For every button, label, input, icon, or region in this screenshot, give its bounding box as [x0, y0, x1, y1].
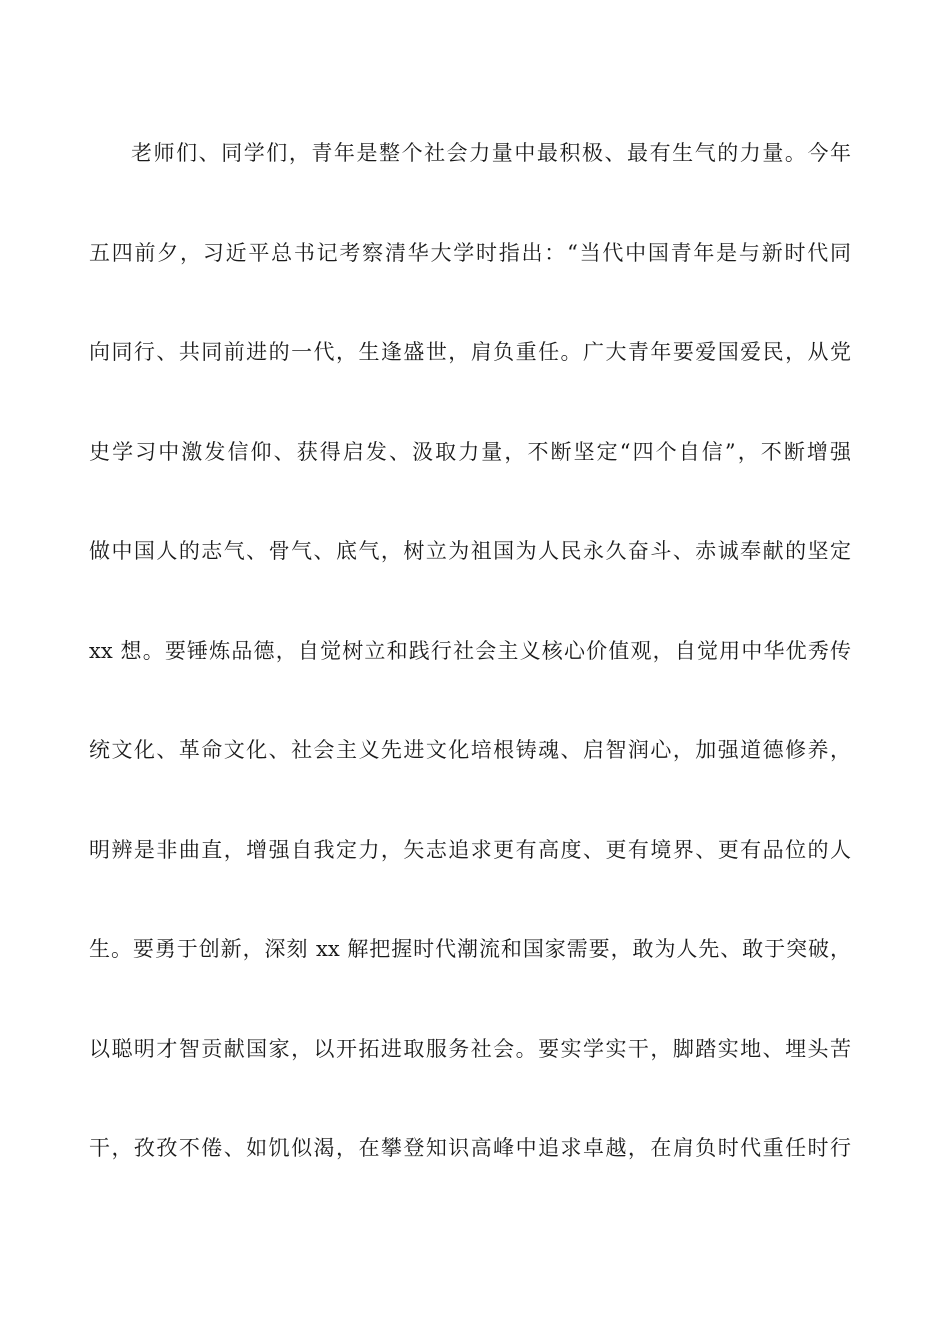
paragraph-line-8: 明辨是非曲直，增强自我定力，矢志追求更有高度、更有境界、更有品位的人: [89, 837, 851, 862]
paragraph-line-11: 干，孜孜不倦、如饥似渴，在攀登知识高峰中追求卓越，在肩负时代重任时行: [89, 1136, 851, 1160]
paragraph-line-9: 生。要勇于创新，深刻 xx 解把握时代潮流和国家需要，敢为人先、敢于突破，: [89, 937, 851, 961]
paragraph-line-6: xx 想。要锤炼品德，自觉树立和践行社会主义核心价值观，自觉用中华优秀传: [89, 638, 851, 663]
body-paragraph: [89, 128, 851, 1223]
paragraph-line-3: 向同行、共同前进的一代，生逢盛世，肩负重任。广大青年要爱国爱民，从党: [89, 340, 851, 364]
paragraph-line-5: 做中国人的志气、骨气、底气，树立为祖国为人民永久奋斗、赤诚奉献的坚定: [89, 539, 851, 563]
paragraph-line-1: 老师们、同学们，青年是整个社会力量中最积极、最有生气的力量。今年: [131, 141, 851, 165]
paragraph-line-2: 五四前夕，习近平总书记考察清华大学时指出：“当代中国青年是与新时代同: [89, 240, 851, 265]
paragraph-line-10: 以聪明才智贡献国家，以开拓进取服务社会。要实学实干，脚踏实地、埋头苦: [89, 1036, 851, 1061]
paragraph-line-7: 统文化、革命文化、社会主义先进文化培根铸魂、启智润心，加强道德修养，: [89, 738, 851, 762]
paragraph-line-4: 史学习中激发信仰、获得启发、汲取力量，不断坚定“四个自信”，不断增强: [89, 439, 851, 464]
